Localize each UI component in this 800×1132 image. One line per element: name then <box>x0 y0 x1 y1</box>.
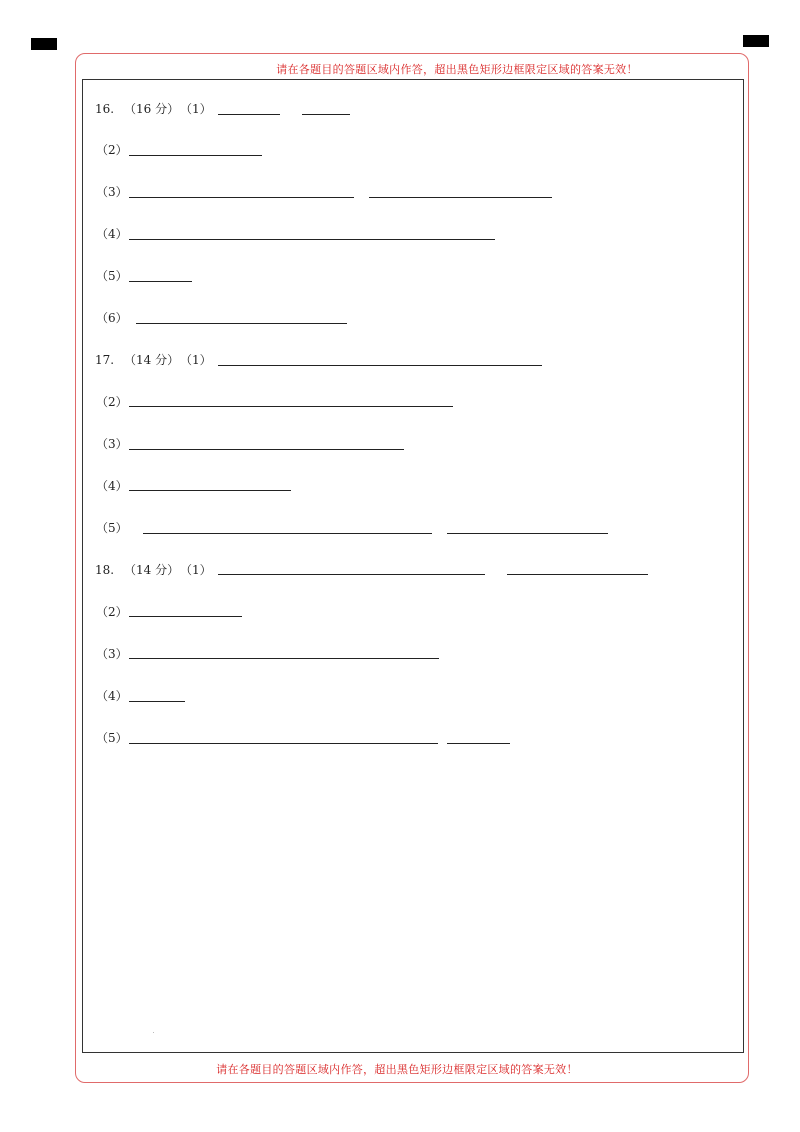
answer-blank[interactable] <box>447 533 608 534</box>
answer-blank[interactable] <box>129 197 354 198</box>
answer-blank[interactable] <box>136 323 347 324</box>
question-score: （16 分） <box>124 102 180 116</box>
answer-blank[interactable] <box>129 701 185 702</box>
alignment-marker-right <box>743 35 769 47</box>
part-label: （4） <box>96 689 128 703</box>
question-number: 17. <box>95 353 115 367</box>
answer-blank[interactable] <box>143 533 432 534</box>
answer-blank[interactable] <box>129 616 242 617</box>
alignment-marker-left <box>31 38 57 50</box>
answer-blank[interactable] <box>218 365 542 366</box>
part-label: （2） <box>96 395 128 409</box>
part-label: （5） <box>96 731 128 745</box>
answer-blank[interactable] <box>129 449 404 450</box>
part-label: （5） <box>96 521 128 535</box>
question-score: （14 分） <box>124 353 180 367</box>
answer-blank[interactable] <box>129 658 439 659</box>
part-label: （2） <box>96 605 128 619</box>
answer-blank[interactable] <box>129 406 453 407</box>
notice-bottom: 请在各题目的答题区域内作答，超出黑色矩形边框限定区域的答案无效！ <box>216 1063 578 1076</box>
part-label: （1） <box>180 102 212 116</box>
answer-blank[interactable] <box>302 114 350 115</box>
part-label: （3） <box>96 185 128 199</box>
question-score: （14 分） <box>124 563 180 577</box>
part-label: （1） <box>180 353 212 367</box>
answer-blank[interactable] <box>218 114 280 115</box>
part-label: （4） <box>96 479 128 493</box>
part-label: （1） <box>180 563 212 577</box>
answer-blank[interactable] <box>129 490 291 491</box>
notice-top: 请在各题目的答题区域内作答，超出黑色矩形边框限定区域的答案无效！ <box>276 63 638 76</box>
scan-speck <box>153 1032 154 1033</box>
answer-blank[interactable] <box>369 197 552 198</box>
part-label: （3） <box>96 647 128 661</box>
part-label: （6） <box>96 311 128 325</box>
answer-blank[interactable] <box>447 743 510 744</box>
answer-blank[interactable] <box>129 155 262 156</box>
answer-blank[interactable] <box>507 574 648 575</box>
question-number: 16. <box>95 102 115 116</box>
part-label: （5） <box>96 269 128 283</box>
answer-blank[interactable] <box>218 574 485 575</box>
answer-blank[interactable] <box>129 239 495 240</box>
answer-blank[interactable] <box>129 743 438 744</box>
part-label: （3） <box>96 437 128 451</box>
question-number: 18. <box>95 563 115 577</box>
part-label: （4） <box>96 227 128 241</box>
answer-blank[interactable] <box>129 281 192 282</box>
part-label: （2） <box>96 143 128 157</box>
